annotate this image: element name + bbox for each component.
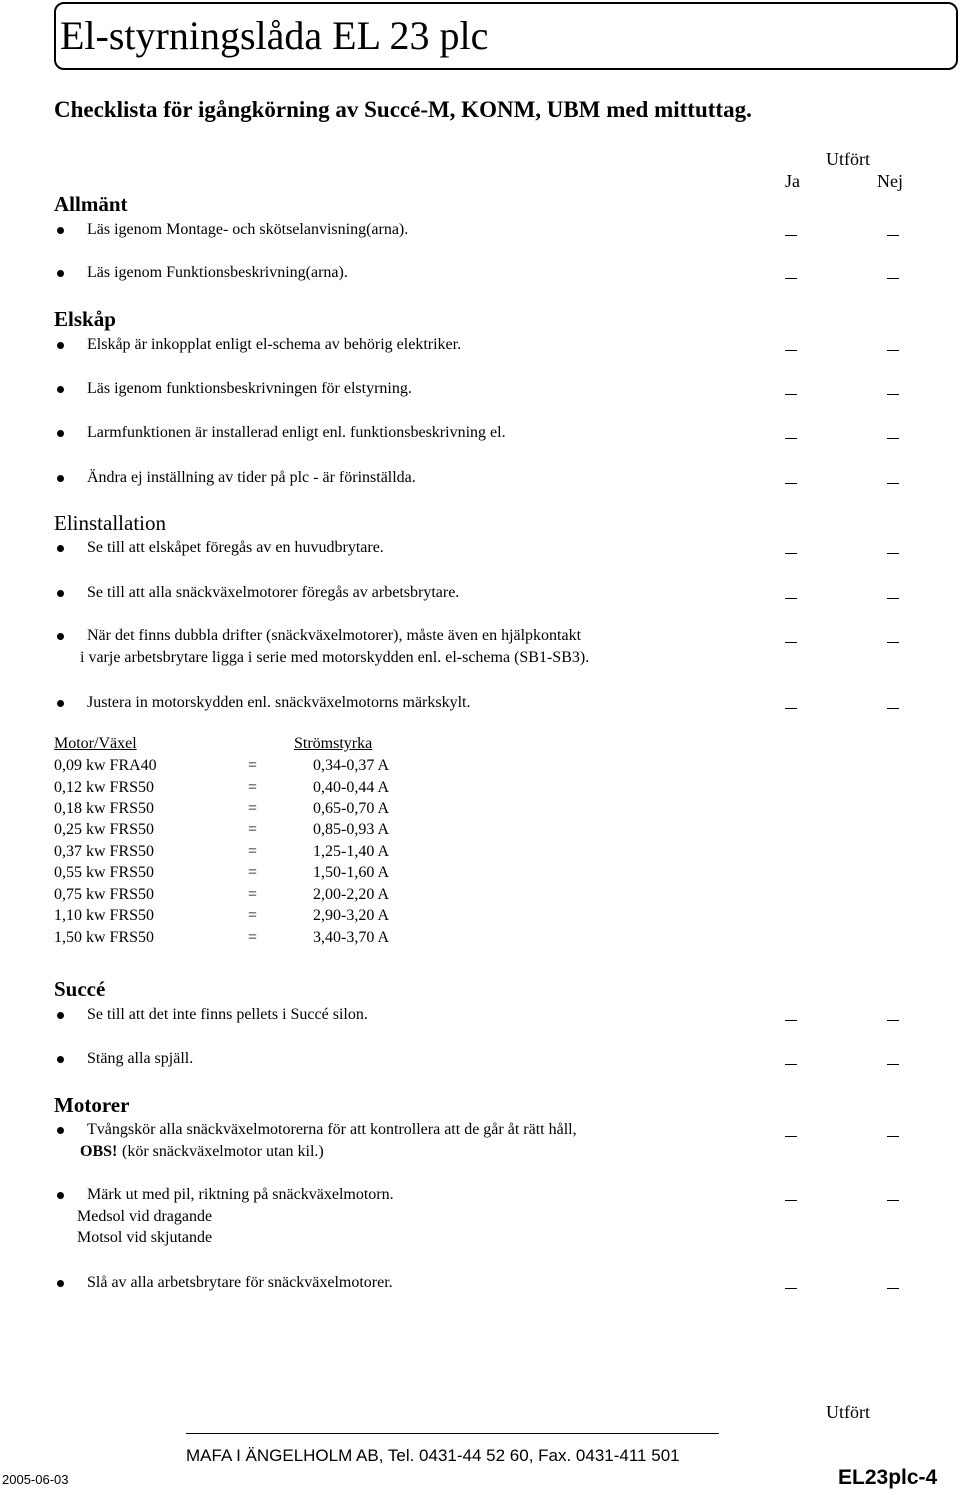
section-heading-allmant: Allmänt bbox=[54, 192, 128, 216]
footer-utfort: Utfört bbox=[826, 1402, 870, 1422]
obs-label: OBS! bbox=[80, 1143, 118, 1160]
equals-cell: = bbox=[248, 779, 258, 796]
item-label: Tvångskör alla snäckväxelmotorerna för att kontrollera att de går åt rätt håll, bbox=[87, 1121, 577, 1138]
motor-cell: 0,55 kw FRS50 bbox=[54, 864, 155, 881]
checkbox-ja[interactable] bbox=[785, 394, 797, 395]
current-cell: 2,90-3,20 A bbox=[313, 907, 389, 924]
checkbox-nej[interactable] bbox=[887, 394, 899, 395]
current-cell: 3,40-3,70 A bbox=[313, 929, 389, 946]
item-label: Se till att det inte finns pellets i Succé silon. bbox=[87, 1006, 368, 1023]
bullet-icon bbox=[57, 1192, 64, 1199]
item-label: Läs igenom funktionsbeskrivningen för elstyrning. bbox=[87, 380, 412, 397]
checkbox-ja[interactable] bbox=[785, 598, 797, 599]
item-label: Ändra ej inställning av tider på plc - är förinställda. bbox=[87, 469, 416, 486]
column-header-utfort: Utfört bbox=[826, 149, 870, 169]
bullet-icon bbox=[57, 590, 64, 597]
item-label: Se till att elskåpet föregås av en huvudbrytare. bbox=[87, 539, 384, 556]
current-cell: 0,65-0,70 A bbox=[313, 800, 389, 817]
bullet-icon bbox=[57, 700, 64, 707]
section-heading-elinstallation: Elinstallation bbox=[54, 511, 166, 535]
motor-cell: 0,18 kw FRS50 bbox=[54, 800, 155, 817]
current-cell: 0,40-0,44 A bbox=[313, 779, 389, 796]
motor-cell: 0,12 kw FRS50 bbox=[54, 779, 155, 796]
checkbox-nej[interactable] bbox=[887, 278, 899, 279]
item-label: Läs igenom Funktionsbeskrivning(arna). bbox=[87, 264, 348, 281]
section-heading-elskap: Elskåp bbox=[54, 307, 116, 331]
bullet-icon bbox=[57, 342, 64, 349]
checkbox-nej[interactable] bbox=[887, 1064, 899, 1065]
checkbox-nej[interactable] bbox=[887, 1288, 899, 1289]
checkbox-ja[interactable] bbox=[785, 438, 797, 439]
section-heading-motorer: Motorer bbox=[54, 1093, 130, 1117]
current-cell: 1,50-1,60 A bbox=[313, 864, 389, 881]
checkbox-ja[interactable] bbox=[785, 1136, 797, 1137]
checkbox-ja[interactable] bbox=[785, 1288, 797, 1289]
item-label-continued: i varje arbetsbrytare ligga i serie med motorskydden enl. el-schema (SB1-SB3). bbox=[80, 649, 590, 666]
item-label: Elskåp är inkopplat enligt el-schema av behörig elektriker. bbox=[87, 336, 462, 353]
item-sub-line: Medsol vid dragande bbox=[77, 1208, 213, 1225]
checkbox-ja[interactable] bbox=[785, 642, 797, 643]
footer-date: 2005-06-03 bbox=[2, 1472, 69, 1487]
bullet-icon bbox=[57, 386, 64, 393]
bullet-icon bbox=[57, 1012, 64, 1019]
bullet-icon bbox=[57, 1280, 64, 1287]
column-header-nej: Nej bbox=[877, 171, 903, 191]
bullet-icon bbox=[57, 1127, 64, 1134]
checkbox-nej[interactable] bbox=[887, 708, 899, 709]
equals-cell: = bbox=[248, 843, 258, 860]
motor-cell: 0,75 kw FRS50 bbox=[54, 886, 155, 903]
equals-cell: = bbox=[248, 757, 258, 774]
equals-cell: = bbox=[248, 800, 258, 817]
item-sub-line: Motsol vid skjutande bbox=[77, 1229, 213, 1246]
bullet-icon bbox=[57, 475, 64, 482]
bullet-icon bbox=[57, 270, 64, 277]
checkbox-ja[interactable] bbox=[785, 1020, 797, 1021]
bullet-icon bbox=[57, 633, 64, 640]
checkbox-nej[interactable] bbox=[887, 642, 899, 643]
item-label: Märk ut med pil, riktning på snäckväxelmotorn. bbox=[87, 1186, 394, 1203]
checkbox-nej[interactable] bbox=[887, 598, 899, 599]
checkbox-nej[interactable] bbox=[887, 1020, 899, 1021]
current-cell: 0,34-0,37 A bbox=[313, 757, 389, 774]
page-title: El-styrningslåda EL 23 plc bbox=[60, 13, 489, 58]
item-label: När det finns dubbla drifter (snäckväxelmotorer), måste även en hjälpkontakt bbox=[87, 627, 582, 644]
checkbox-ja[interactable] bbox=[785, 350, 797, 351]
checkbox-ja[interactable] bbox=[785, 278, 797, 279]
table-header-current: Strömstyrka bbox=[294, 735, 373, 752]
motor-cell: 1,10 kw FRS50 bbox=[54, 907, 155, 924]
equals-cell: = bbox=[248, 929, 258, 946]
checkbox-ja[interactable] bbox=[785, 1064, 797, 1065]
footer-rule bbox=[186, 1433, 719, 1434]
current-cell: 1,25-1,40 A bbox=[313, 843, 389, 860]
current-cell: 2,00-2,20 A bbox=[313, 886, 389, 903]
checkbox-ja[interactable] bbox=[785, 1200, 797, 1201]
checkbox-nej[interactable] bbox=[887, 483, 899, 484]
item-label: Se till att alla snäckväxelmotorer föregås av arbetsbrytare. bbox=[87, 584, 460, 601]
equals-cell: = bbox=[248, 864, 258, 881]
equals-cell: = bbox=[248, 821, 258, 838]
checkbox-nej[interactable] bbox=[887, 1200, 899, 1201]
footer-company: MAFA I ÄNGELHOLM AB, Tel. 0431-44 52 60, Fax. 0431-411 501 bbox=[186, 1446, 680, 1465]
checkbox-ja[interactable] bbox=[785, 483, 797, 484]
item-label: Läs igenom Montage- och skötselanvisning(arna). bbox=[87, 221, 409, 238]
checkbox-nej[interactable] bbox=[887, 438, 899, 439]
item-label: Larmfunktionen är installerad enligt enl. funktionsbeskrivning el. bbox=[87, 424, 506, 441]
equals-cell: = bbox=[248, 907, 258, 924]
column-header-ja: Ja bbox=[785, 171, 800, 191]
footer-doc-code: EL23plc-4 bbox=[838, 1466, 938, 1489]
checkbox-ja[interactable] bbox=[785, 553, 797, 554]
motor-cell: 1,50 kw FRS50 bbox=[54, 929, 155, 946]
section-heading-succe: Succé bbox=[54, 977, 106, 1001]
item-label: Justera in motorskydden enl. snäckväxelmotorns märkskylt. bbox=[87, 694, 471, 711]
checkbox-nej[interactable] bbox=[887, 553, 899, 554]
checklist-subtitle: Checklista för igångkörning av Succé-M, KONM, UBM med mittuttag. bbox=[54, 97, 752, 122]
item-label: Stäng alla spjäll. bbox=[87, 1050, 194, 1067]
checkbox-nej[interactable] bbox=[887, 350, 899, 351]
table-header-motor: Motor/Växel bbox=[54, 735, 137, 752]
checkbox-nej[interactable] bbox=[887, 1136, 899, 1137]
motor-cell: 0,09 kw FRA40 bbox=[54, 757, 157, 774]
bullet-icon bbox=[57, 545, 64, 552]
title-box bbox=[54, 2, 958, 70]
equals-cell: = bbox=[248, 886, 258, 903]
checkbox-nej[interactable] bbox=[887, 235, 899, 236]
checkbox-ja[interactable] bbox=[785, 235, 797, 236]
item-label: Slå av alla arbetsbrytare för snäckväxelmotorer. bbox=[87, 1274, 393, 1291]
bullet-icon bbox=[57, 1056, 64, 1063]
bullet-icon bbox=[57, 430, 64, 437]
item-label-continued: (kör snäckväxelmotor utan kil.) bbox=[122, 1143, 324, 1160]
motor-cell: 0,25 kw FRS50 bbox=[54, 821, 155, 838]
checkbox-ja[interactable] bbox=[785, 708, 797, 709]
current-cell: 0,85-0,93 A bbox=[313, 821, 389, 838]
bullet-icon bbox=[57, 227, 64, 234]
motor-cell: 0,37 kw FRS50 bbox=[54, 843, 155, 860]
